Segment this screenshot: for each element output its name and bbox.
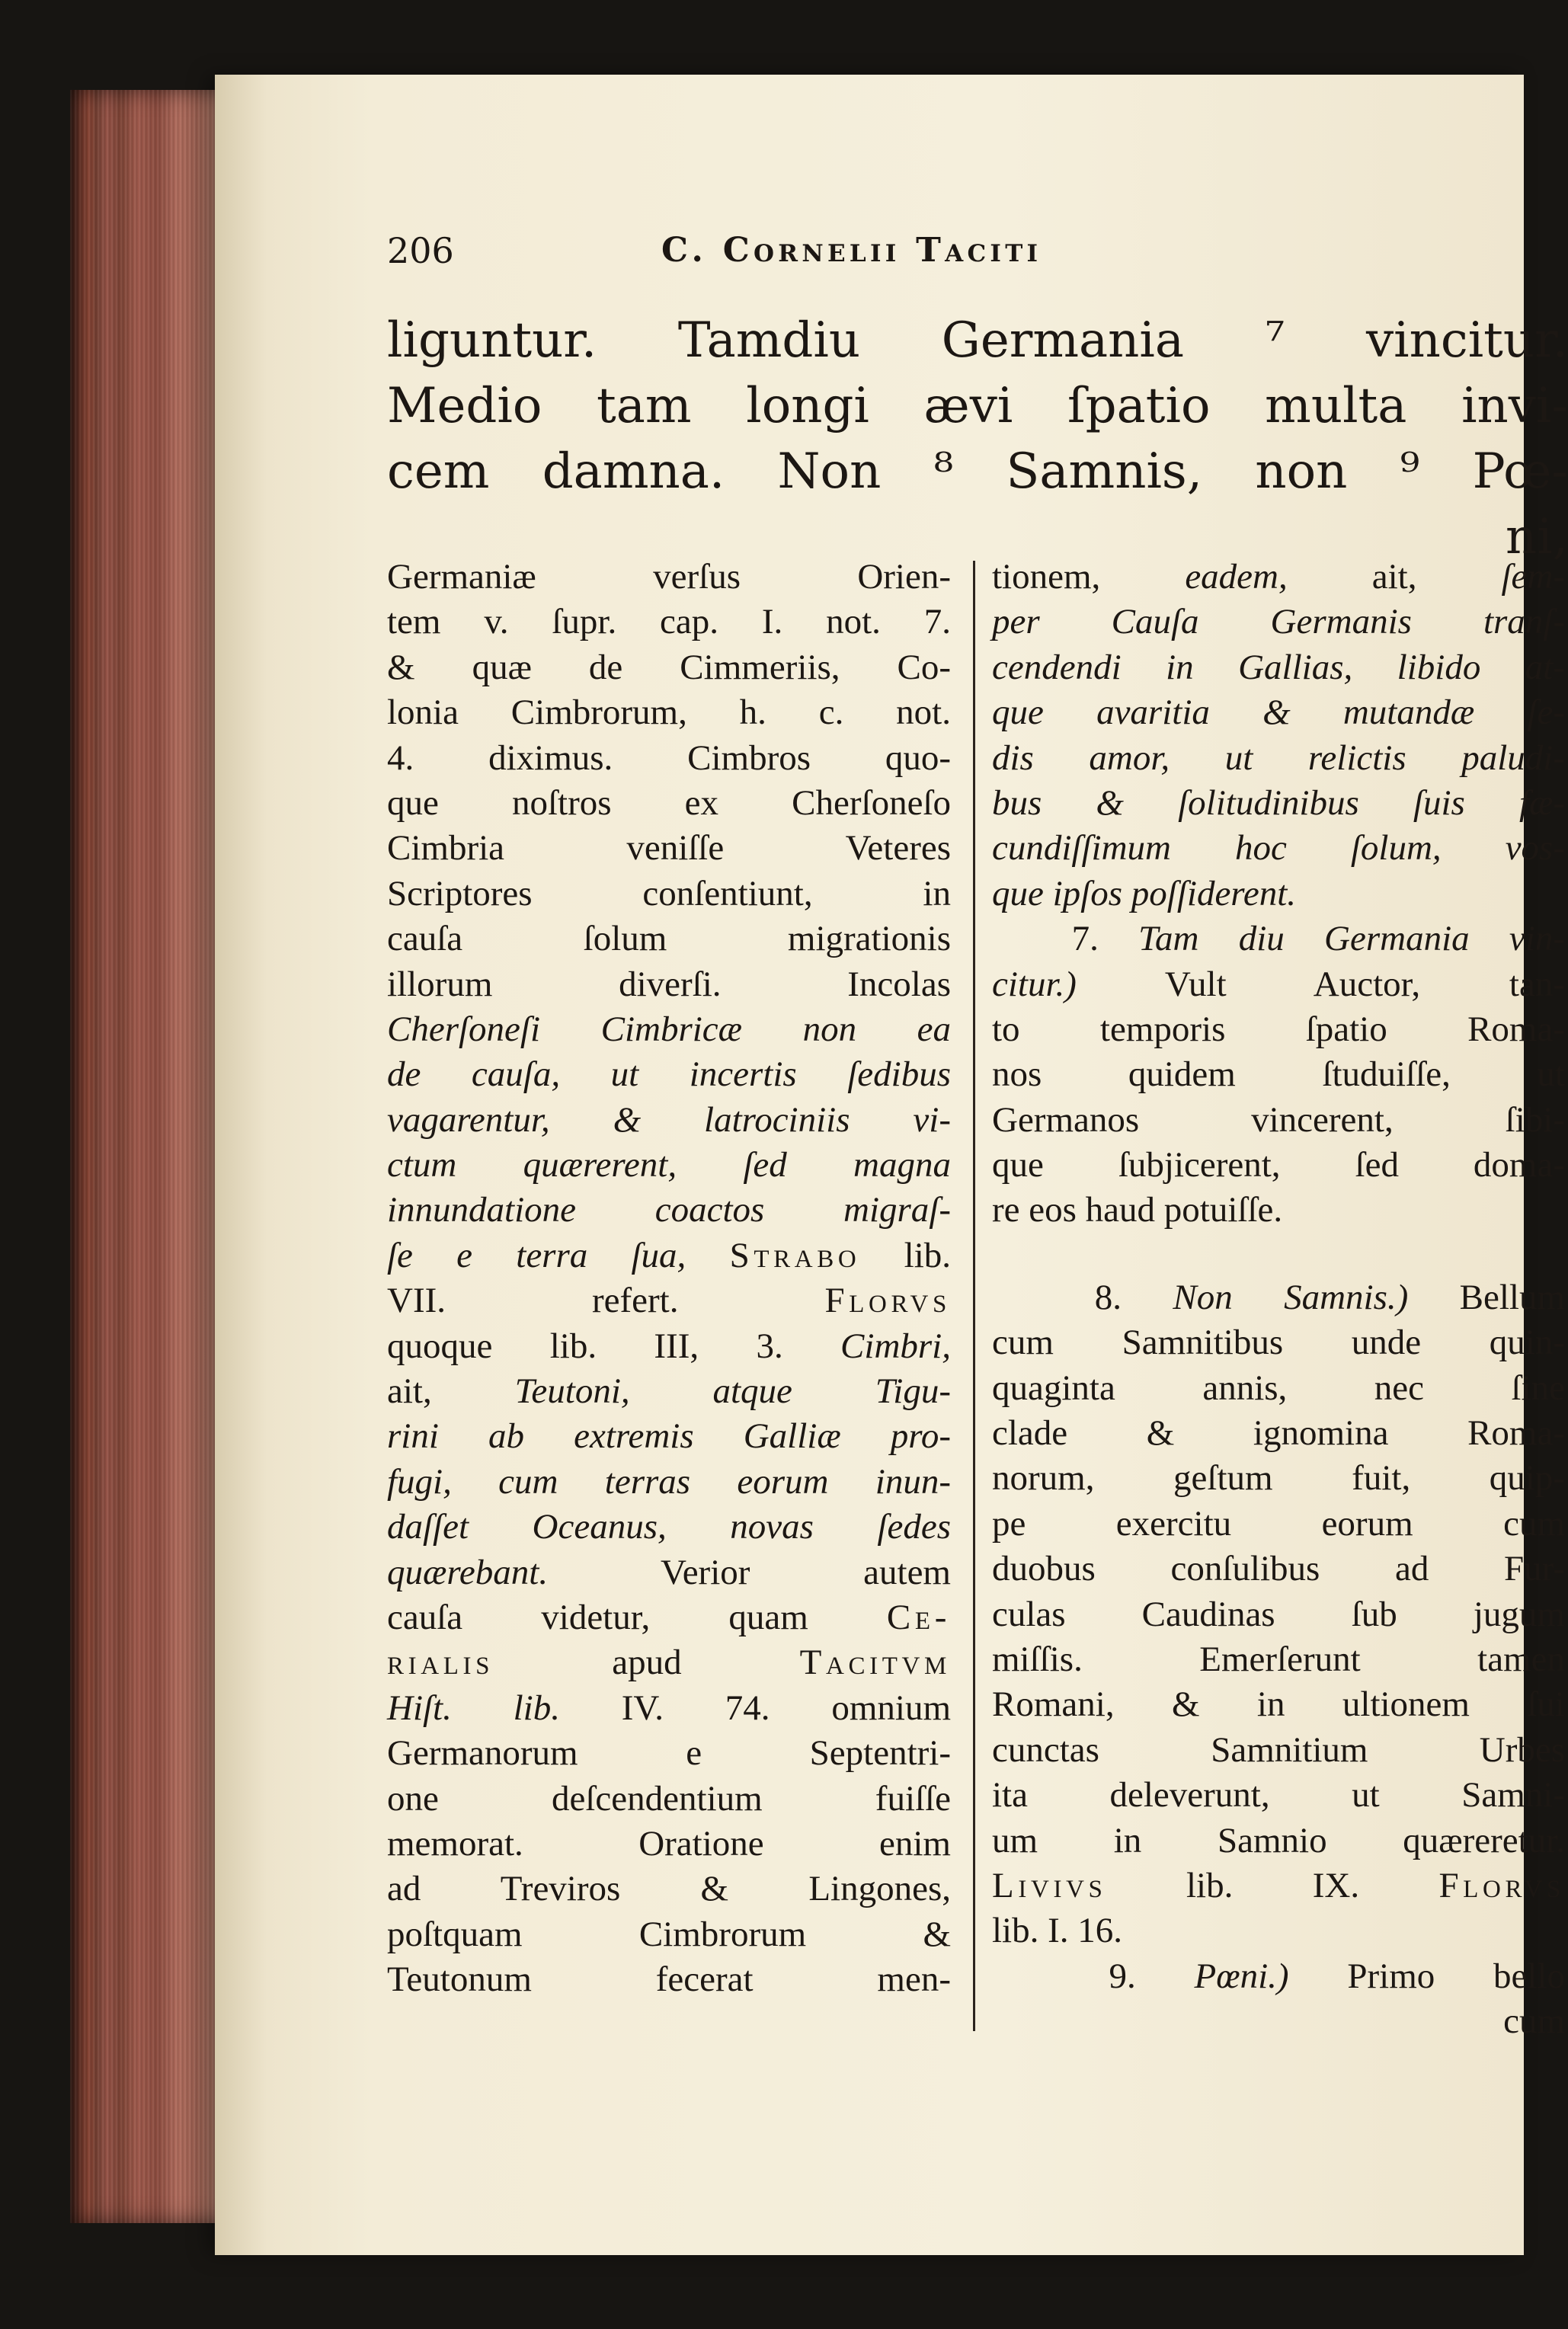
main-text-line: liguntur. Tamdiu Germania ⁷ vincitur. (387, 312, 1568, 369)
footnote-line: rini ab extremis Galliæ pro- (387, 1416, 951, 1457)
footnote-line: que avaritia & mutandæ ſe- (992, 693, 1565, 733)
footnote-line: um in Samnio quæreretur. (992, 1820, 1565, 1860)
running-title: C. Cornelii Taciti (661, 231, 1042, 270)
footnote-line: cum Samnitibus unde quin- (992, 1323, 1565, 1363)
footnote-line: 4. diximus. Cimbros quo- (387, 737, 951, 778)
page-header (387, 224, 1538, 277)
footnote-line: que ipſos poſſiderent. (992, 873, 1297, 913)
footnote-line: Teutonum fecerat men- (387, 1959, 951, 2000)
footnote-line: ſe e terra ſua, Strabo lib. (387, 1235, 952, 1275)
footnote-line: re eos haud potuiſſe. (992, 1190, 1283, 1230)
main-text-line: Medio tam longi ævi ſpatio multa invi- (387, 378, 1568, 434)
footnote-line: Germanos vincerent, ſibi- (992, 1099, 1565, 1140)
footnote-line: VII. refert. Florvs (387, 1281, 952, 1321)
footnote-line: Germaniæ verſus Orien- (387, 557, 951, 597)
footnote-line: Germanorum e Septentri- (387, 1733, 951, 1774)
footnote-line: quoque lib. III, 3. Cimbri, (387, 1326, 951, 1366)
footnote-line: cendendi in Gallias, libido at- (992, 647, 1565, 687)
footnote-line: miſſis. Emerſerunt tamen (992, 1639, 1565, 1679)
footnote-line: one deſcendentium fuiſſe (387, 1778, 951, 1819)
footnote-line: 8. Non Samnis.) Bellum (1094, 1277, 1566, 1317)
footnote-line: que ſubjicerent, ſed doma- (992, 1145, 1565, 1185)
footnote-line: tionem, eadem, ait, ſem- (992, 557, 1566, 597)
footnote-line: memorat. Oratione enim (387, 1823, 951, 1864)
footnote-line: de cauſa, ut incertis ſedibus (387, 1054, 951, 1095)
footnote-line: Romani, & in ultionem ſui (992, 1684, 1565, 1725)
main-text (387, 308, 1568, 570)
footnote-line: bus & ſolitudinibus ſuis fæ- (992, 782, 1565, 823)
footnote-line: Hiſt. lib. IV. 74. omnium (387, 1688, 951, 1728)
footnote-line: ait, Teutoni, atque Tigu- (387, 1371, 951, 1412)
footnote-line: quærebant. Verior autem (387, 1552, 951, 1592)
footnote-line: Cherſoneſi Cimbricæ non ea (387, 1009, 951, 1049)
footnote-line: que noſtros ex Cherſoneſo (387, 782, 951, 823)
footnote-line: vagarentur, & latrociniis vi- (387, 1099, 951, 1140)
footnote-line: fugi, cum terras eorum inun- (387, 1461, 951, 1502)
footnote-line: 7. Tam diu Germania vin- (1071, 919, 1566, 959)
footnote-line: cum (1503, 2001, 1565, 2042)
footnote-line: & quæ de Cimmeriis, Co- (387, 647, 951, 687)
main-text-line: ni, (1505, 509, 1568, 565)
footnote-line: per Cauſa Germanis tranſ- (992, 602, 1565, 642)
footnote-line: nos quidem ſtuduiſſe, ut (992, 1054, 1565, 1095)
footnote-line: dis amor, ut relictis paludi- (992, 737, 1565, 778)
footnote-line: citur.) Vult Auctor, tan- (992, 964, 1566, 1004)
footnotes (387, 555, 1566, 2116)
footnote-line: illorum diverſi. Incolas (387, 964, 951, 1004)
footnote-line: poſtquam Cimbrorum & (387, 1914, 951, 1954)
footnote-line: daſſet Oceanus, novas ſedes (387, 1507, 951, 1547)
book-page (215, 75, 1568, 2255)
footnote-line: lib. I. 16. (992, 1911, 1123, 1951)
footnote-line: innundatione coactos migraſ- (387, 1190, 951, 1230)
paragraph-gap (992, 1233, 1565, 1275)
footnote-line: tem v. ſupr. cap. I. not. 7. (387, 602, 951, 642)
column-rule (973, 561, 975, 2031)
footnote-line: cauſa ſolum migrationis (387, 919, 951, 959)
footnote-line: to temporis ſpatio Roma- (992, 1009, 1565, 1049)
footnote-column-right (992, 555, 1565, 2045)
footnote-line: cunctas Samnitium Urbes (992, 1729, 1565, 1770)
footnote-line: lonia Cimbrorum, h. c. not. (387, 693, 951, 733)
footnote-line: Cimbria veniſſe Veteres (387, 828, 951, 869)
footnote-line: Scriptores conſentiunt, in (387, 873, 951, 913)
page-edges (70, 90, 238, 2223)
footnote-line: rialis apud Tacitvm (387, 1643, 951, 1683)
footnote-line: cauſa videtur, quam Ce- (387, 1597, 951, 1637)
footnote-line: duobus conſulibus ad Fur- (992, 1549, 1565, 1589)
main-text-line: cem damna. Non ⁸ Samnis, non ⁹ Pœ- (387, 443, 1568, 500)
footnote-line: pe exercitu eorum cum (992, 1503, 1565, 1544)
footnote-line: cundiſſimum hoc ſolum, vos- (992, 828, 1565, 869)
footnote-line: clade & ignomina Roma- (992, 1413, 1565, 1454)
footnote-column-left (387, 555, 951, 2003)
footnote-line: norum, geſtum fuit, quip- (992, 1458, 1565, 1499)
footnote-line: quaginta annis, nec ſine (992, 1368, 1565, 1408)
footnote-line: ad Treviros & Lingones, (387, 1869, 951, 1909)
footnote-line: ctum quærerent, ſed magna (387, 1145, 951, 1185)
footnote-line: culas Caudinas ſub jugum (992, 1594, 1565, 1634)
footnote-line: Livivs lib. IX. Florvs (992, 1865, 1566, 1905)
footnote-line: 9. Pœni.) Primo bello (1109, 1956, 1565, 1996)
page-number: 206 (387, 230, 454, 271)
footnote-line: ita deleverunt, ut Samni- (992, 1775, 1565, 1816)
